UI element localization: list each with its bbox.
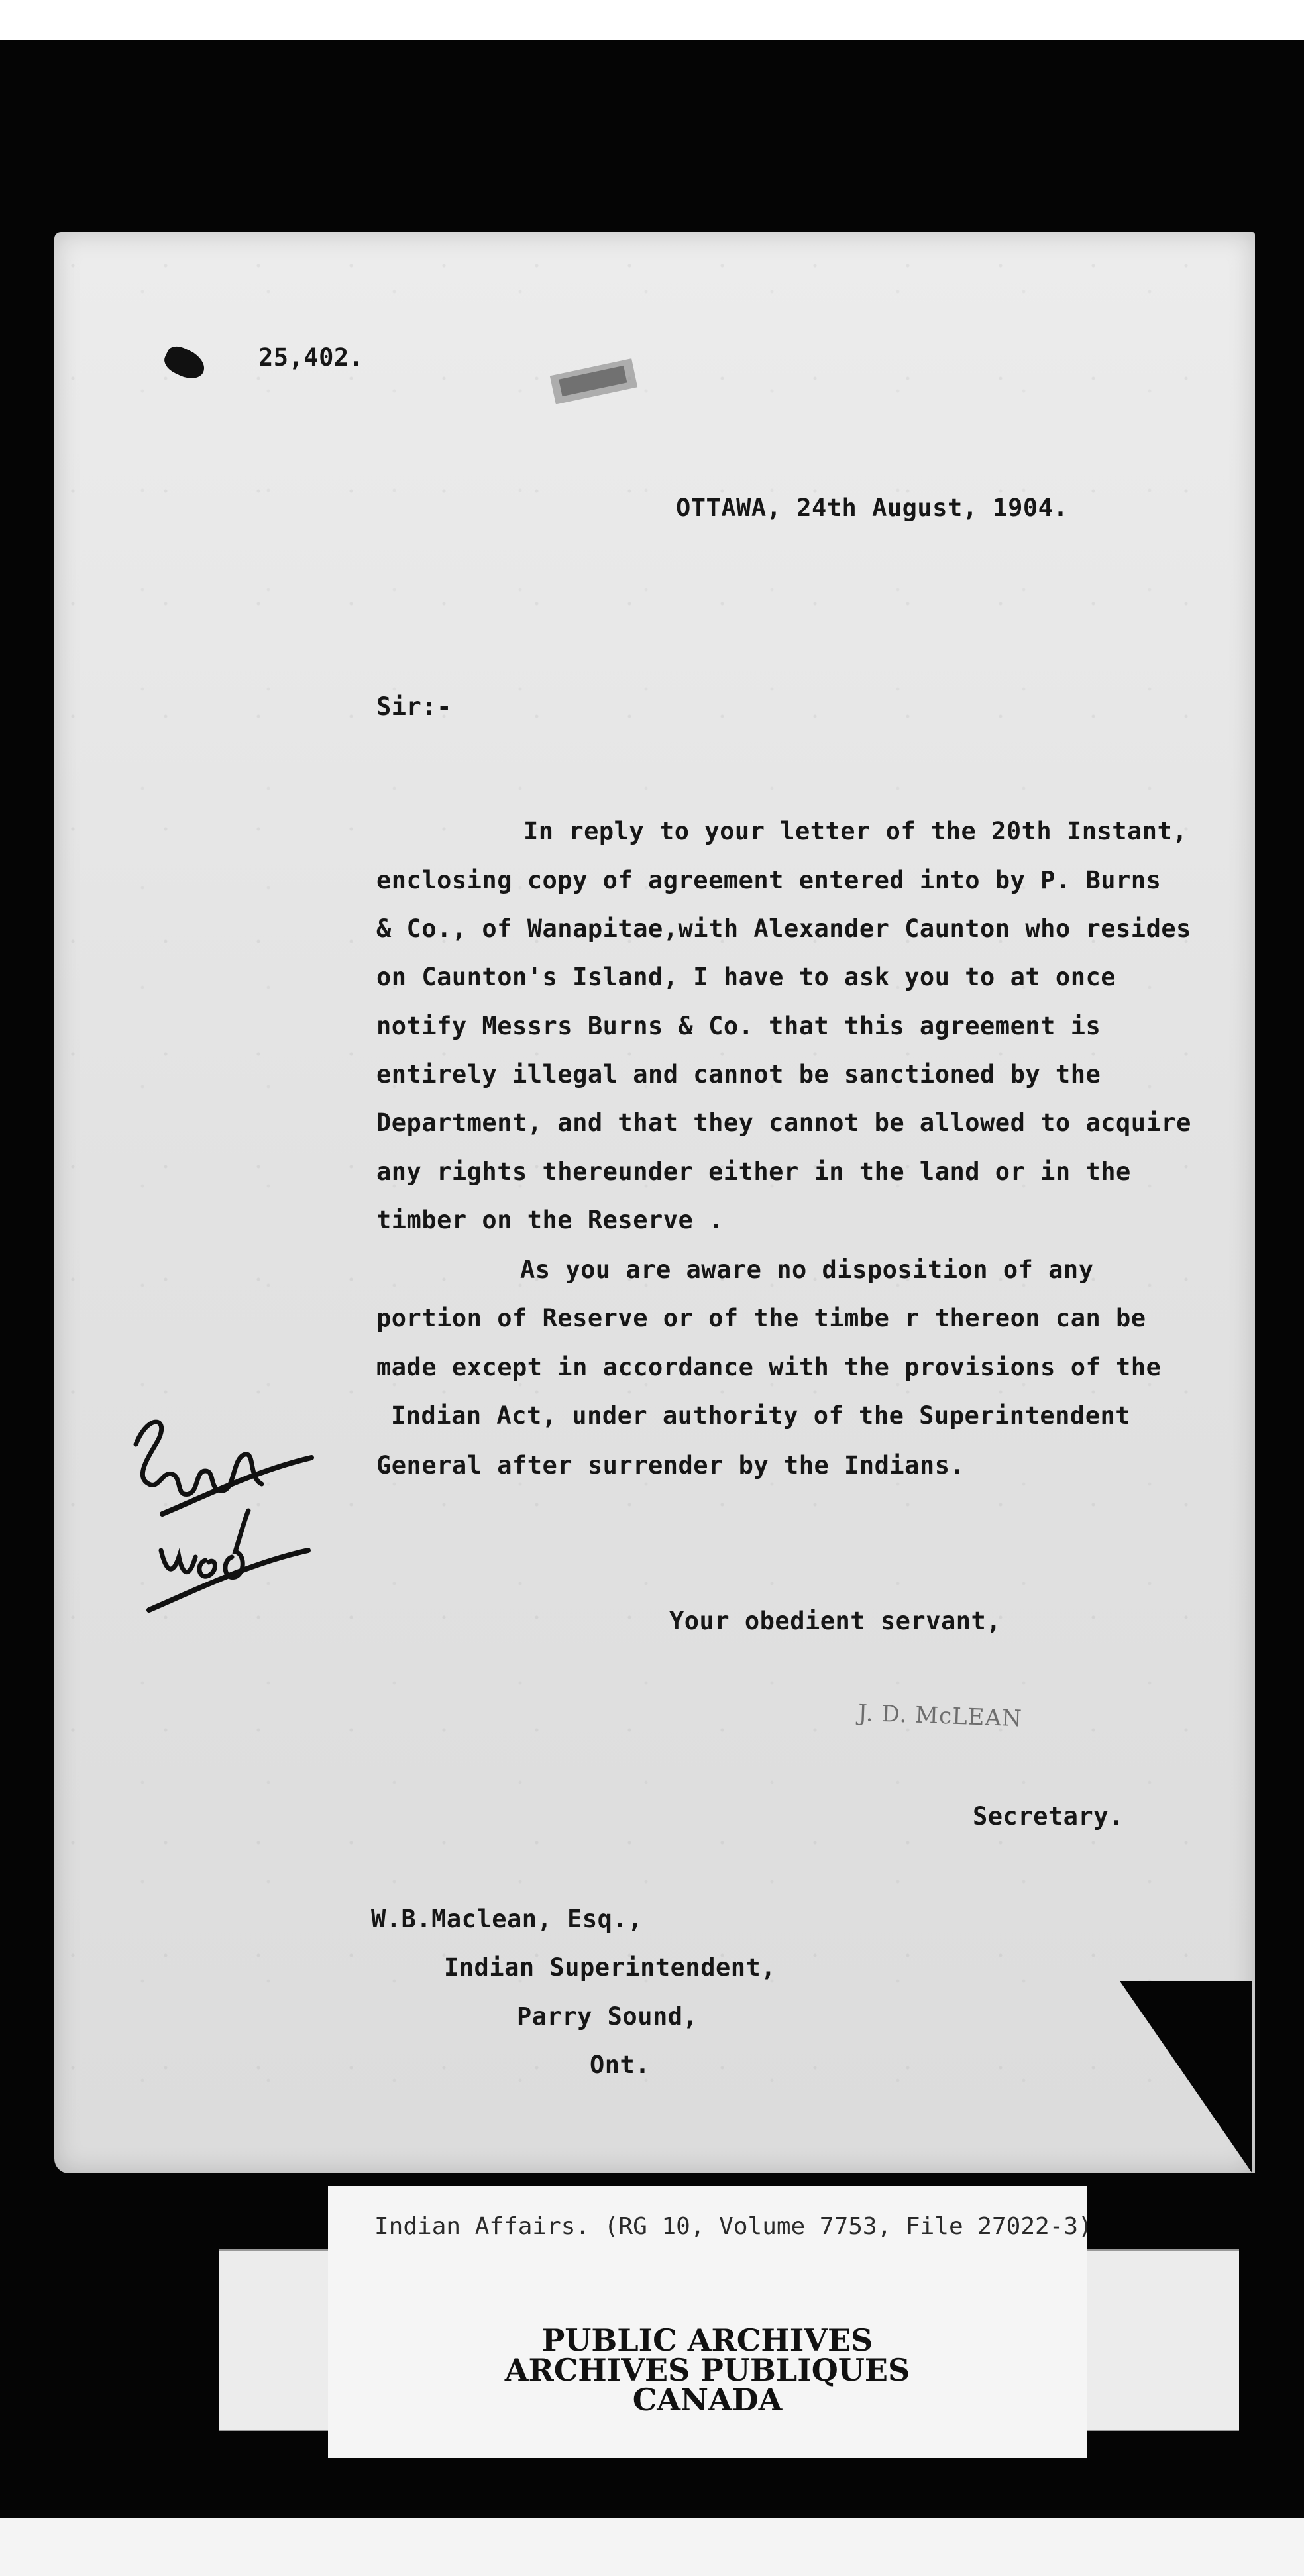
- body-line-6: entirely illegal and cannot be sanctioned by the: [376, 1060, 1101, 1089]
- archive-name: [328, 2322, 1087, 2418]
- address-line-2: Indian Superintendent,: [444, 1953, 777, 1982]
- address-line-3: Parry Sound,: [517, 2002, 698, 2031]
- body-line-7: Department, and that they cannot be allowed to acquire: [376, 1108, 1191, 1137]
- body-line-1: In reply to your letter of the 20th Instant,: [523, 817, 1188, 845]
- body-line-11: portion of Reserve or of the timbe r thereon can be: [376, 1304, 1146, 1332]
- place-date: OTTAWA, 24th August, 1904.: [676, 494, 1069, 522]
- archive-citation: Indian Affairs. (RG 10, Volume 7753, File 27022-3): [374, 2213, 1093, 2240]
- faded-stamp: [547, 358, 646, 404]
- body-line-12: made except in accordance with the provisions of the: [376, 1353, 1162, 1381]
- salutation: Sir:-: [376, 692, 452, 721]
- signature-stamp: J. D. McLEAN: [857, 1699, 1023, 1733]
- body-line-8: any rights thereunder either in the land or in the: [376, 1157, 1131, 1186]
- file-number: 25,402.: [258, 343, 364, 372]
- handwritten-initials: [109, 1398, 328, 1656]
- folded-corner: [1120, 1981, 1252, 2173]
- closing: Your obedient servant,: [669, 1607, 1002, 1635]
- body-line-2: enclosing copy of agreement entered into by P. Burns: [376, 866, 1162, 894]
- body-line-9: timber on the Reserve .: [376, 1206, 724, 1234]
- address-line-4: Ont.: [590, 2051, 651, 2079]
- signatory-title: Secretary.: [973, 1802, 1124, 1831]
- body-line-10: As you are aware no disposition of any: [520, 1256, 1094, 1284]
- archive-line-2: ARCHIVES PUBLIQUES: [504, 2352, 910, 2388]
- archive-line-3: CANADA: [632, 2382, 783, 2418]
- archive-line-1: PUBLIC ARCHIVES: [541, 2322, 873, 2358]
- body-line-3: & Co., of Wanapitae,with Alexander Caunton who resides: [376, 914, 1191, 943]
- bottom-margin: [0, 2518, 1304, 2576]
- body-line-4: on Caunton's Island, I have to ask you to at once: [376, 963, 1116, 991]
- body-line-5: notify Messrs Burns & Co. that this agreement is: [376, 1012, 1101, 1040]
- letter-sheet: [54, 232, 1255, 2173]
- body-line-13: Indian Act, under authority of the Superintendent: [391, 1401, 1131, 1430]
- body-line-14: General after surrender by the Indians.: [376, 1451, 965, 1479]
- address-line-1: W.B.Maclean, Esq.,: [371, 1905, 643, 1933]
